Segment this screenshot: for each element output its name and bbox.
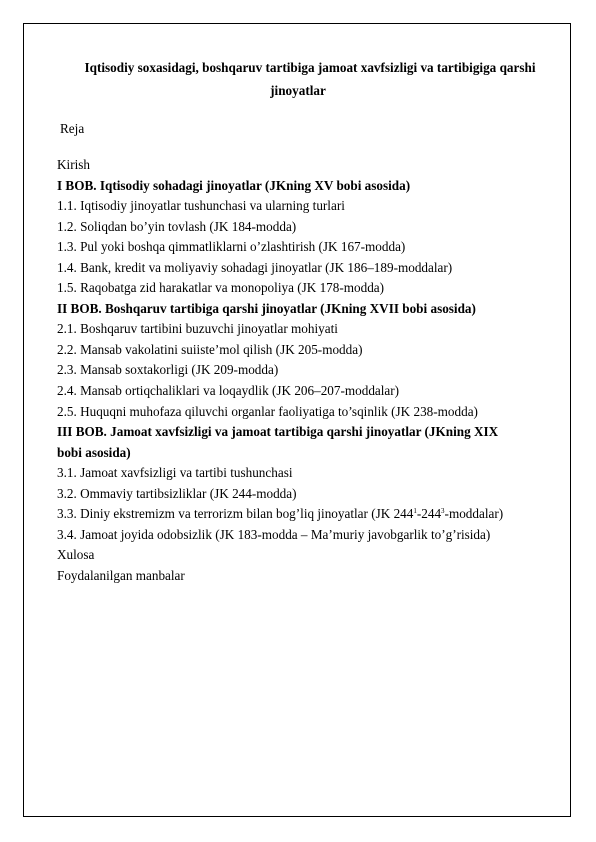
toc-item-3-3-text-b: -244 [416,506,442,522]
toc-item-2-3: 2.3. Mansab soxtakorligi (JK 209-modda) [57,362,279,378]
toc-item-2-1: 2.1. Boshqaruv tartibini buzuvchi jinoyatlar mohiyati [57,321,338,337]
plan-label: Reja [60,121,85,136]
toc-chapter-1: I BOB. Iqtisodiy sohadagi jinoyatlar (JKning XV bobi asosida) [57,177,411,193]
toc-item-introduction: Kirish [57,157,90,172]
toc-item-3-3-sup-a: 1 [413,507,417,516]
toc-item-conclusion: Xulosa [57,547,95,563]
toc-chapter-3-line-1: III BOB. Jamoat xavfsizligi va jamoat tartibiga qarshi jinoyatlar (JKning XIX [57,424,499,440]
table-of-contents [57,155,537,586]
toc-item-3-4: 3.4. Jamoat joyida odobsizlik (JK 183-modda – Ma’muriy javobgarlik to’g’risida) [57,526,491,542]
toc-item-1-1: 1.1. Iqtisodiy jinoyatlar tushunchasi va ularning turlari [57,198,345,214]
toc-item-2-4: 2.4. Mansab ortiqchaliklari va loqaydlik (JK 206–207-moddalar) [57,383,400,399]
toc-item-2-5: 2.5. Huquqni muhofaza qiluvchi organlar faoliyatiga to’sqinlik (JK 238-modda) [57,403,478,419]
toc-item-references: Foydalanilgan manbalar [57,567,185,583]
document-title-line-1: Iqtisodiy soxasidagi, boshqaruv tartibiga jamoat xavfsizligi va tartibigiga qarshi [84,60,536,75]
toc-item-1-2: 1.2. Soliqdan bo’yin tovlash (JK 184-modda) [57,218,297,234]
toc-item-3-2: 3.2. Ommaviy tartibsizliklar (JK 244-modda) [57,485,297,501]
toc-item-2-2: 2.2. Mansab vakolatini suiiste’mol qilish (JK 205-modda) [57,341,363,357]
toc-item-1-5: 1.5. Raqobatga zid harakatlar va monopoliya (JK 178-modda) [57,280,385,296]
toc-item-1-3: 1.3. Pul yoki boshqa qimmatliklarni o’zlashtirish (JK 167-modda) [57,239,406,255]
toc-item-3-3 [57,504,537,525]
toc-chapter-2: II BOB. Boshqaruv tartibiga qarshi jinoyatlar (JKning XVII bobi asosida) [57,300,476,316]
toc-item-3-3-text-a: 3.3. Diniy ekstremizm va terrorizm bilan bog’liq jinoyatlar (JK 244 [57,506,414,522]
document-title-line-2: jinoyatlar [270,83,326,98]
toc-item-3-3-text-c: -moddalar) [444,506,504,522]
toc-item-3-1: 3.1. Jamoat xavfsizligi va tartibi tushunchasi [57,465,293,481]
toc-chapter-3-line-2: bobi asosida) [57,444,131,460]
toc-item-1-4: 1.4. Bank, kredit va moliyaviy sohadagi jinoyatlar (JK 186–189-moddalar) [57,259,453,275]
toc-item-3-3-sup-b: 3 [441,507,445,516]
